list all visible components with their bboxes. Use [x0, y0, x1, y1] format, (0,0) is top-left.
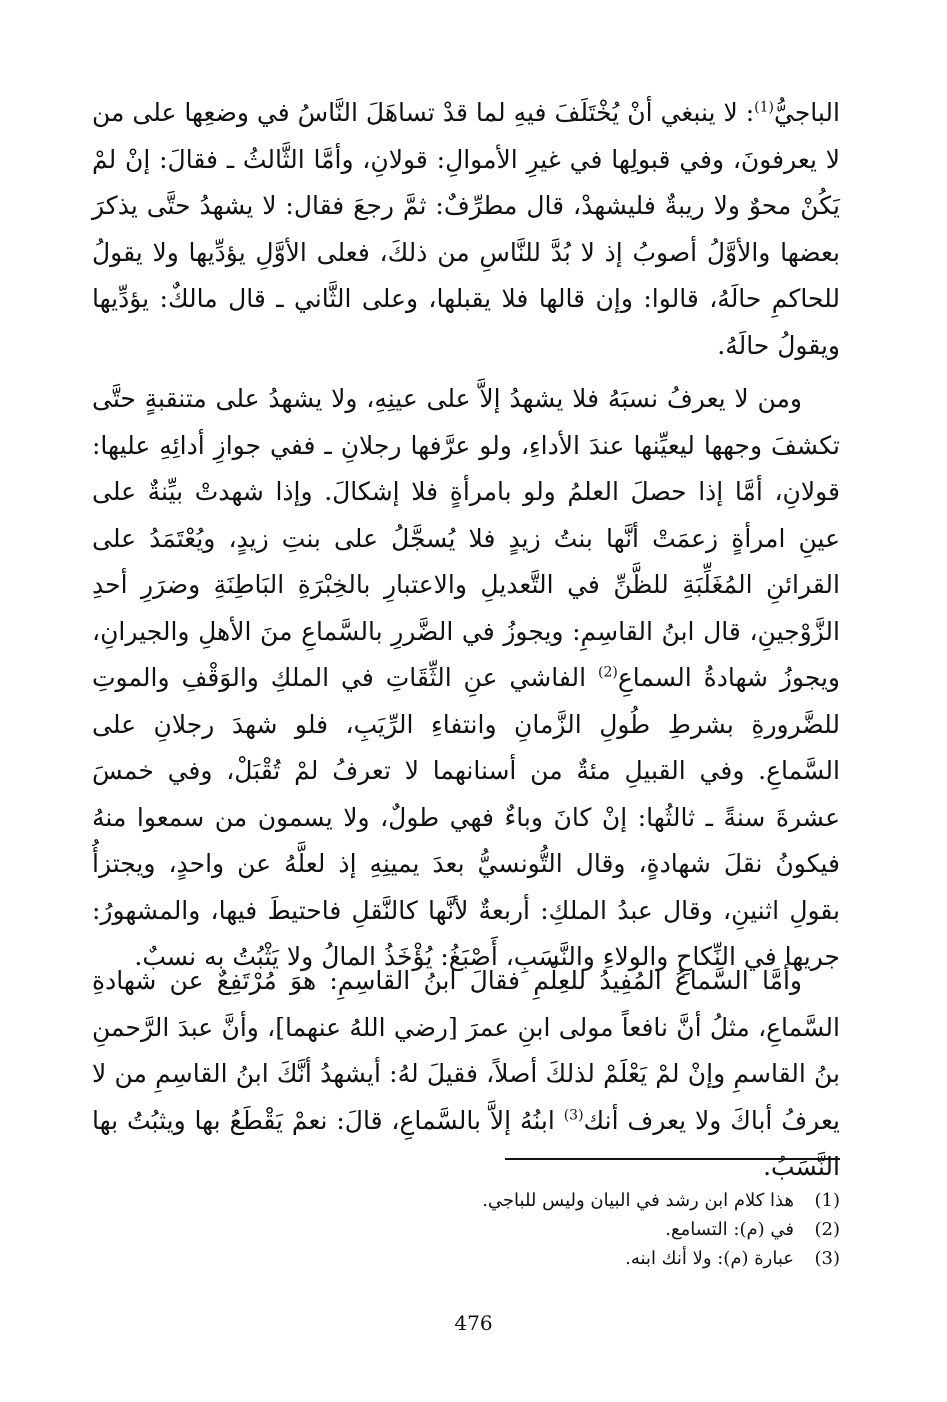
paragraph-3-text — [92, 958, 840, 1191]
footnote-3 — [300, 1244, 840, 1273]
footnotes — [300, 1186, 840, 1273]
paragraph-3-start: وأمَّا السَّماعُ المُفِيدُ للعِلْمِ فقالَ ابنُ القاسِمِ: هوَ مُرْتَفِعٌ عن شهادةِ السَّماعِ، مثلُ أنَّ نافعاً مولى ابنِ عمرَ [رضي اللهُ عنهما]، وأنَّ عبدَ الرَّحمنِ بنُ القاسمِ وإنْ لمْ يَعْلَمْ لذلكَ أصلاً، فقيلَ لهُ: أيشهدُ أنَّكَ ابنُ القاسِمِ من لا يعرفُ أباكَ ولا يعرف أنك — [92, 966, 840, 1135]
footnote-separator — [505, 1158, 840, 1160]
footnote-text: عبارة (م): ولا أنك ابنه. — [625, 1248, 794, 1269]
footnote-text: هذا كلام ابن رشد في البيان وليس للباجي. — [482, 1190, 794, 1211]
paragraph-2-rest: الفاشي عنِ الثِّقَاتِ في الملكِ والوَقْفِ والموتِ للضَّرورةِ بشرطِ طُولِ الزَّمانِ وانتفاءِ الرِّيَبِ، فلو شهدَ رجلانِ على السَّماعِ. وفي القبيلِ مئةٌ من أسنانهما لا تعرفُ لمْ تُقْبَلْ، وفي خمسَ عشرةَ سنةً ـ ثالثُها: إنْ كانَ وباءٌ فهي طولٌ، ولا يسمون من سمعوا منهُ فيكونُ نقلَ شهادةٍ، وقال التُّونسيُّ بعدَ يمينِهِ إذ لعلَّهُ عن واحدٍ، ويجتزأُ بقولِ اثنينِ، وقال عبدُ الملكِ: أربعةٌ لأنَّها كالنَّقلِ فاحتيطَ فيها، والمشهورُ: جريها في النِّكاحِ والولاءِ والنَّسَبِ، أَصْبَغُ: يُؤْخَذُ المالُ ولا يَثْبُتُ به نسبٌ. — [92, 663, 840, 971]
paragraph-1-text — [92, 90, 840, 369]
footnote-number: (2) — [814, 1219, 840, 1240]
paragraph-2-start: ومن لا يعرفُ نسبَهُ فلا يشهدُ إلاَّ على عينِهِ، ولا يشهدُ على متنقبةٍ حتَّى تكشفَ وجهها ليعيِّنها عندَ الأداءِ، ولو عرَّفها رجلانِ ـ ففي جوازِ أدائِهِ عليها: قولانِ، أمَّا إذا حصلَ العلمُ ولو بامرأةٍ فلا إشكالَ. وإذا شهدتْ بيِّنةٌ على عينِ امرأةٍ زعمَتْ أنَّها بنتُ زيدٍ فلا يُسجَّلُ على بنتِ زيدٍ، ويُعْتَمَدُ على القرائنِ المُغَلِّبَةِ للظَّنِّ في التَّعديلِ والاعتبارِ بالخِبْرَةِ البَاطِنَةِ وضرَرِ أحدِ الزَّوْجينِ، قال ابنُ القاسِمِ: ويجوزُ في الضَّررِ بالسَّماعِ منَ الأهلِ والجيرانِ، ويجوزُ شهادةُ السماعِ — [92, 384, 840, 692]
footnote-ref-1: (1) — [754, 99, 774, 116]
paragraph-1-rest: : لا ينبغي أنْ يُخْتَلَفَ فيهِ لما قدْ تساهَلَ النَّاسُ في وضعِها على من لا يعرفونَ، وفي قبولِها في غيرِ الأموالِ: قولانِ، وأمَّا الثَّالثُ ـ فقالَ: إنْ لمْ يَكُنْ محوٌ ولا ريبةٌ فليشهدْ، قال مطرِّفٌ: ثمَّ رجعَ فقال: لا يشهدُ حتَّى يذكرَ بعضها والأوَّلُ أصوبُ إذ لا بُدَّ للنَّاسِ من ذلكَ، فعلى الأوَّلِ يؤدِّيها ولا يقولُ للحاكمِ حالَهُ، قالوا: وإن قالها فلا يقبلها، وعلى الثَّاني ـ قال مالكٌ: يؤدِّيها ويقولُ حالَهُ. — [92, 98, 840, 360]
footnote-number: (1) — [814, 1190, 840, 1211]
paragraph-1 — [92, 90, 840, 369]
footnote-ref-3: (3) — [563, 1107, 584, 1124]
footnote-number: (3) — [814, 1248, 840, 1269]
footnote-ref-2: (2) — [597, 664, 618, 681]
page-number: 476 — [454, 1311, 493, 1335]
paragraph-3-rest: ابنُهُ إلاَّ بالسَّماعِ، قالَ: نعمْ يَقْطَعُ بها ويثبُتُ بها النَّسَبُ. — [92, 1105, 840, 1181]
paragraph-2-text — [92, 376, 840, 981]
paragraph-2 — [92, 376, 840, 981]
paragraph-3 — [92, 958, 840, 1191]
footnote-text: في (م): التسامع. — [665, 1219, 794, 1240]
paragraph-1-start: الباجيُّ — [773, 98, 840, 127]
footnote-2 — [300, 1215, 840, 1244]
footnote-1 — [300, 1186, 840, 1215]
